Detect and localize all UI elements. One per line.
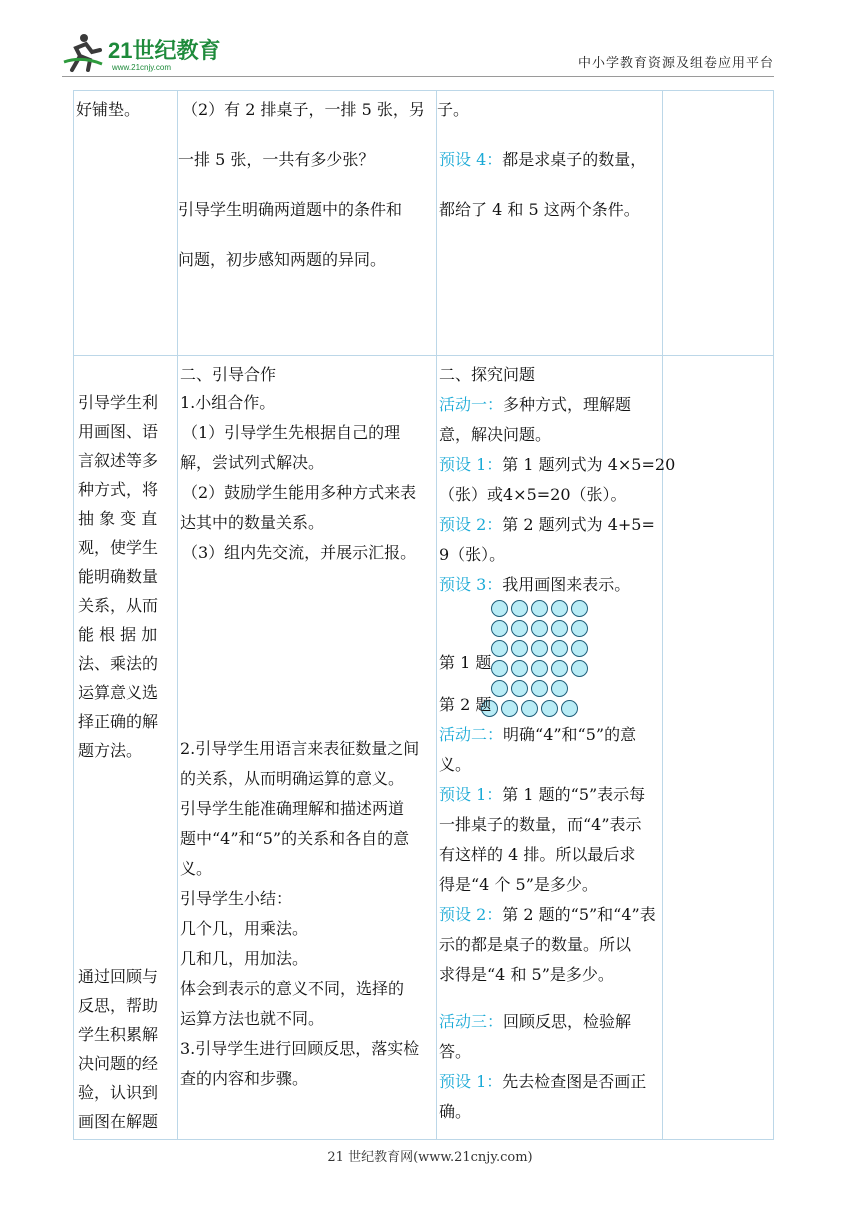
notes-cell (663, 356, 774, 1140)
text-line: 观，使学生 (78, 538, 159, 557)
text-line: 1.小组合作。 (180, 393, 276, 412)
question-1-label: 第 1 题 (439, 653, 492, 672)
activity-line (439, 1009, 631, 1032)
text-line: 查的内容和步骤。 (180, 1069, 309, 1088)
preset-text: 第 1 题的“5”表示每 (502, 785, 646, 804)
section-heading: 二、探究问题 (439, 365, 536, 384)
text-line: 求得是“4 和 5”是多少。 (439, 965, 614, 984)
text-line: 确。 (439, 1102, 472, 1121)
preset-label: 预设 1： (439, 1072, 503, 1091)
circle-mark (531, 660, 548, 677)
table-row (74, 91, 774, 356)
site-logo (62, 30, 232, 74)
text-line: 都给了 4 和 5 这两个条件。 (439, 200, 640, 219)
circle-mark (561, 700, 578, 717)
design-intent-cell (74, 356, 178, 1140)
circle-mark (531, 680, 548, 697)
text-line: （1）引导学生先根据自己的理 (182, 423, 401, 442)
circle-mark (541, 700, 558, 717)
text-line: 引导学生明确两道题中的条件和 (178, 200, 403, 219)
text-line: 关系，从而 (78, 596, 159, 615)
preset-text: 第 2 题的“5”和“4”表 (502, 905, 656, 924)
circle-mark (491, 640, 508, 657)
runner-icon (64, 34, 102, 70)
platform-name: 中小学教育资源及组卷应用平台 (577, 56, 774, 71)
circle-mark (551, 600, 568, 617)
preset-text: 都是求桌子的数量， (502, 150, 647, 169)
activity-label: 活动三： (439, 1012, 504, 1031)
preset-label: 预设 4： (439, 150, 503, 169)
text-line: 画图在解题 (78, 1112, 159, 1131)
circle-mark (521, 700, 538, 717)
text-line: （2）有 2 排桌子，一排 5 张，另 (182, 100, 425, 119)
table-row (74, 356, 774, 1140)
text-line: 法、乘法的 (78, 654, 159, 673)
text-line: 好铺垫。 (76, 100, 141, 119)
circle-mark (511, 600, 528, 617)
text-line: 得是“4 个 5”是多少。 (439, 875, 598, 894)
text-line: 学生积累解 (78, 1025, 159, 1044)
text-line: 题中“4”和“5”的关系和各自的意 (180, 829, 410, 848)
preset-text: 我用画图来表示。 (502, 575, 631, 594)
page-footer: 21 世纪教育网(www.21cnjy.com) (327, 1150, 533, 1165)
circle-mark (551, 620, 568, 637)
text-line: （2）鼓励学生能用多种方式来表 (182, 483, 417, 502)
text-line: 言叙述等多 (78, 451, 159, 470)
text-line: 引导学生能准确理解和描述两道 (180, 799, 405, 818)
text-line: 种方式，将 (78, 480, 159, 499)
circle-mark (491, 680, 508, 697)
section-heading: 二、引导合作 (180, 365, 277, 384)
activity-text: 明确“4”和“5”的意 (503, 725, 637, 744)
text-line: 义。 (180, 859, 213, 878)
teacher-activity-cell (178, 356, 437, 1140)
activity-text: 回顾反思，检验解 (503, 1012, 632, 1031)
preset-line (439, 512, 655, 535)
text-line: 体会到表示的意义不同，选择的 (180, 979, 405, 998)
preset-line (439, 147, 646, 170)
text-line: 几和几，用加法。 (180, 949, 309, 968)
teacher-activity-cell (178, 91, 437, 356)
activity-label: 活动一： (439, 395, 504, 414)
text-line: 一排桌子的数量，而“4”表示 (439, 815, 642, 834)
text-line: 义。 (439, 755, 472, 774)
logo-text: 21世纪教育 (108, 38, 221, 63)
circle-mark (571, 660, 588, 677)
circle-mark (571, 600, 588, 617)
text-line: 验，认识到 (78, 1083, 159, 1102)
text-line: 解，尝试列式解决。 (180, 453, 325, 472)
text-line: 问题，初步感知两题的异同。 (178, 250, 387, 269)
text-line: 子。 (437, 100, 470, 119)
circle-mark (531, 640, 548, 657)
preset-line (439, 452, 675, 475)
text-line: 示的都是桌子的数量。所以 (439, 935, 632, 954)
preset-label: 预设 1： (439, 455, 503, 474)
circle-mark (531, 600, 548, 617)
circle-mark (571, 640, 588, 657)
question-2-label: 第 2 题 (439, 695, 492, 714)
student-activity-cell (437, 91, 663, 356)
preset-text: 第 1 题列式为 4×5=20 (502, 455, 676, 474)
preset-line (439, 572, 630, 595)
circle-mark (511, 640, 528, 657)
text-line: 答。 (439, 1042, 472, 1061)
preset-label: 预设 3： (439, 575, 503, 594)
preset-text: 第 2 题列式为 4+5= (502, 515, 655, 534)
circle-mark (551, 640, 568, 657)
text-line: 达其中的数量关系。 (180, 513, 325, 532)
text-line: 能明确数量 (78, 567, 159, 586)
text-line: 一排 5 张，一共有多少张？ (178, 150, 375, 169)
design-intent-cell (74, 91, 178, 356)
preset-text: 先去检查图是否画正 (502, 1072, 647, 1091)
text-line: 有这样的 4 排。所以最后求 (439, 845, 636, 864)
text-line: 引导学生利 (78, 393, 159, 412)
text-line: 题方法。 (78, 741, 143, 760)
circle-mark (491, 620, 508, 637)
preset-label: 预设 2： (439, 515, 503, 534)
circle-mark (551, 680, 568, 697)
activity-text: 多种方式，理解题 (503, 395, 632, 414)
circle-mark (551, 660, 568, 677)
text-line: 用画图、语 (78, 422, 159, 441)
text-line: （张）或4×5=20（张）。 (439, 485, 627, 504)
circle-mark (531, 620, 548, 637)
text-line: 运算方法也就不同。 (180, 1009, 325, 1028)
circle-mark (491, 600, 508, 617)
circle-mark (511, 660, 528, 677)
preset-line (439, 902, 656, 925)
text-line: 择正确的解 (78, 712, 159, 731)
circle-mark (501, 700, 518, 717)
text-line: 引导学生小结： (180, 889, 293, 908)
text-line: 几个几，用乘法。 (180, 919, 309, 938)
text-line: 2.引导学生用语言来表征数量之间 (180, 739, 420, 758)
circle-mark (491, 660, 508, 677)
preset-label: 预设 1： (439, 785, 503, 804)
text-line: 能 根 据 加 (78, 625, 158, 644)
student-activity-cell (437, 356, 676, 1140)
text-line: （3）组内先交流，并展示汇报。 (182, 543, 417, 562)
activity-label: 活动二： (439, 725, 504, 744)
lesson-table (73, 90, 774, 1140)
circle-mark (511, 620, 528, 637)
text-line: 3.引导学生进行回顾反思，落实检 (180, 1039, 420, 1058)
logo-subtext: www.21cnjy.com (112, 63, 171, 72)
text-line: 意，解决问题。 (439, 425, 552, 444)
header-divider (62, 76, 774, 77)
text-line: 决问题的经 (78, 1054, 159, 1073)
activity-line (439, 722, 636, 745)
text-line: 反思，帮助 (78, 996, 159, 1015)
circle-mark (571, 620, 588, 637)
text-line: 抽 象 变 直 (78, 509, 158, 528)
text-line: 9（张）。 (439, 545, 506, 564)
text-line: 运算意义选 (78, 683, 159, 702)
notes-cell (663, 91, 774, 356)
circle-mark (511, 680, 528, 697)
text-line: 通过回顾与 (78, 967, 159, 986)
preset-line (439, 1069, 646, 1092)
activity-line (439, 392, 631, 415)
text-line: 的关系，从而明确运算的意义。 (180, 769, 405, 788)
preset-label: 预设 2： (439, 905, 503, 924)
preset-line (439, 782, 645, 805)
